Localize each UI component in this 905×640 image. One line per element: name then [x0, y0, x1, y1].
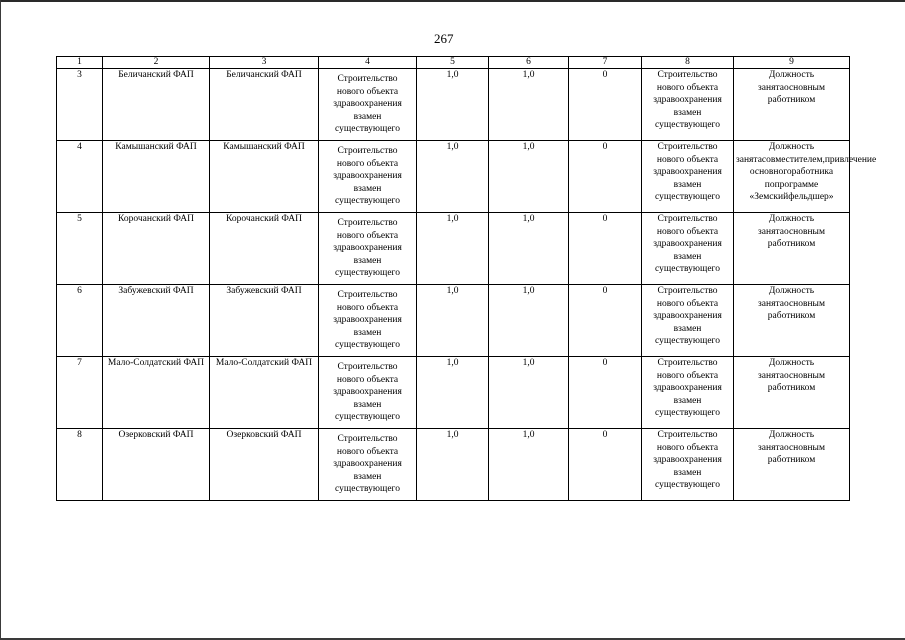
work-type-cell — [319, 69, 417, 141]
header-cell: 6 — [489, 57, 569, 69]
row-number-cell: 6 — [57, 285, 103, 357]
staffing-status-line: Должность занята — [758, 358, 815, 381]
work-type-line: существующего — [655, 480, 720, 490]
header-cell: 3 — [210, 57, 319, 69]
staffing-status-cell — [734, 69, 850, 141]
value-cell-7: 0 — [569, 285, 642, 357]
value-cell-5: 1,0 — [417, 69, 489, 141]
work-type-cell — [319, 357, 417, 429]
staffing-status-line: привлечение основного — [749, 154, 877, 177]
work-type-line: здравоохранения — [653, 311, 722, 321]
table-row — [57, 429, 850, 501]
work-type-cell-8 — [642, 357, 734, 429]
facility-name-cell-2: Мало-Солдатский ФАП — [210, 357, 319, 429]
work-type-line: взамен — [673, 251, 702, 262]
value-cell-7: 0 — [569, 357, 642, 429]
work-type-line: существующего — [655, 408, 720, 418]
work-type-line: Строительство — [657, 70, 718, 80]
staffing-status-cell — [734, 285, 850, 357]
work-type-line: Строительство — [337, 74, 398, 84]
facility-name-cell: Мало-Солдатский ФАП — [103, 357, 210, 429]
work-type-line: нового объекта — [336, 158, 399, 169]
table-row — [57, 141, 850, 213]
value-cell-5: 1,0 — [417, 357, 489, 429]
staffing-status-line: Должность занята — [758, 70, 815, 93]
work-type-line: нового объекта — [656, 154, 719, 165]
work-type-line: взамен — [673, 323, 702, 334]
staffing-status-line: Должность занята — [758, 286, 815, 309]
work-type-line: взамен — [673, 467, 702, 478]
work-type-line: нового объекта — [656, 298, 719, 309]
work-type-line: здравоохранения — [333, 315, 402, 325]
work-type-line: Строительство — [337, 218, 398, 228]
work-type-line: здравоохранения — [333, 99, 402, 109]
header-cell: 8 — [642, 57, 734, 69]
work-type-cell-8 — [642, 213, 734, 285]
table-row — [57, 285, 850, 357]
facility-name-cell-2: Забужевский ФАП — [210, 285, 319, 357]
work-type-line: Строительство — [657, 142, 718, 152]
work-type-line: существующего — [335, 412, 400, 422]
work-type-line: здравоохранения — [653, 383, 722, 393]
value-cell-7: 0 — [569, 69, 642, 141]
facility-name-cell: Озерковский ФАП — [103, 429, 210, 501]
staffing-status-line: Должность занята — [758, 430, 815, 453]
work-type-line: Строительство — [337, 290, 398, 300]
row-number-cell: 3 — [57, 69, 103, 141]
staffing-status-cell — [734, 141, 877, 213]
header-cell: 7 — [569, 57, 642, 69]
staffing-status-cell — [734, 429, 850, 501]
work-type-line: здравоохранения — [333, 387, 402, 397]
work-type-line: Строительство — [657, 430, 718, 440]
staffing-status-line: совместителем, — [761, 154, 825, 165]
work-type-line: нового объекта — [656, 82, 719, 93]
work-type-line: нового объекта — [336, 86, 399, 97]
work-type-cell-8 — [642, 429, 734, 501]
work-type-line: нового объекта — [336, 446, 399, 457]
row-number-cell: 4 — [57, 141, 103, 213]
staffing-status-line: фельдшер» — [788, 192, 834, 202]
facility-name-cell: Беличанский ФАП — [103, 69, 210, 141]
row-number-cell: 7 — [57, 357, 103, 429]
work-type-line: Строительство — [657, 358, 718, 368]
work-type-line: Строительство — [337, 146, 398, 156]
work-type-cell-8 — [642, 69, 734, 141]
staffing-status-line: основным работником — [767, 370, 825, 393]
work-type-line: существующего — [655, 336, 720, 346]
facility-name-cell-2: Озерковский ФАП — [210, 429, 319, 501]
work-type-line: здравоохранения — [333, 459, 402, 469]
work-type-line: существующего — [335, 196, 400, 206]
value-cell-6: 1,0 — [489, 69, 569, 141]
staffing-status-line: программе «Земский — [749, 179, 819, 202]
work-type-cell — [319, 141, 417, 213]
work-type-line: Строительство — [657, 286, 718, 296]
work-type-line: взамен — [353, 471, 382, 482]
facility-name-cell: Забужевский ФАП — [103, 285, 210, 357]
facility-name-cell-2: Камышанский ФАП — [210, 141, 319, 213]
work-type-line: здравоохранения — [653, 95, 722, 105]
work-type-cell — [319, 429, 417, 501]
table-row — [57, 69, 850, 141]
value-cell-5: 1,0 — [417, 141, 489, 213]
work-type-line: нового объекта — [336, 302, 399, 313]
work-type-line: существующего — [655, 192, 720, 202]
work-type-line: Строительство — [657, 214, 718, 224]
work-type-line: нового объекта — [336, 374, 399, 385]
header-cell: 4 — [319, 57, 417, 69]
work-type-line: здравоохранения — [653, 167, 722, 177]
work-type-line: здравоохранения — [653, 455, 722, 465]
row-number-cell: 8 — [57, 429, 103, 501]
facility-name-cell: Камышанский ФАП — [103, 141, 210, 213]
work-type-line: взамен — [353, 399, 382, 410]
value-cell-5: 1,0 — [417, 213, 489, 285]
table-row — [57, 213, 850, 285]
staffing-status-line: основным работником — [767, 442, 825, 465]
work-type-cell — [319, 285, 417, 357]
scan-left-edge — [0, 0, 1, 640]
value-cell-6: 1,0 — [489, 285, 569, 357]
work-type-line: существующего — [335, 340, 400, 350]
work-type-cell-8 — [642, 141, 734, 213]
facility-name-cell-2: Беличанский ФАП — [210, 69, 319, 141]
value-cell-6: 1,0 — [489, 141, 569, 213]
work-type-line: Строительство — [337, 362, 398, 372]
staffing-status-line: Должность занята — [758, 214, 815, 237]
work-type-cell — [319, 213, 417, 285]
work-type-line: существующего — [335, 268, 400, 278]
work-type-line: взамен — [673, 179, 702, 190]
value-cell-6: 1,0 — [489, 429, 569, 501]
value-cell-5: 1,0 — [417, 429, 489, 501]
work-type-line: нового объекта — [656, 226, 719, 237]
work-type-line: взамен — [353, 327, 382, 338]
work-type-line: взамен — [673, 107, 702, 118]
staffing-status-line: основным работником — [767, 226, 825, 249]
header-cell: 5 — [417, 57, 489, 69]
value-cell-5: 1,0 — [417, 285, 489, 357]
value-cell-6: 1,0 — [489, 213, 569, 285]
work-type-line: здравоохранения — [333, 171, 402, 181]
work-type-line: взамен — [353, 183, 382, 194]
work-type-line: здравоохранения — [653, 239, 722, 249]
staffing-status-line: Должность занята — [736, 142, 815, 165]
header-cell: 9 — [734, 57, 850, 69]
staffing-status-cell — [734, 357, 850, 429]
row-number-cell: 5 — [57, 213, 103, 285]
facility-name-cell-2: Корочанский ФАП — [210, 213, 319, 285]
header-row — [57, 57, 850, 69]
work-type-line: существующего — [335, 484, 400, 494]
work-type-line: существующего — [655, 120, 720, 130]
work-type-line: взамен — [673, 395, 702, 406]
work-type-line: Строительство — [337, 434, 398, 444]
table-row — [57, 357, 850, 429]
page-number: 267 — [434, 31, 454, 46]
facility-name-cell: Корочанский ФАП — [103, 213, 210, 285]
scan-top-edge — [0, 0, 905, 2]
work-type-line: здравоохранения — [333, 243, 402, 253]
staffing-status-line: основным работником — [767, 82, 825, 105]
value-cell-7: 0 — [569, 141, 642, 213]
work-type-line: нового объекта — [656, 442, 719, 453]
work-type-line: существующего — [655, 264, 720, 274]
work-type-cell-8 — [642, 285, 734, 357]
work-type-line: существующего — [335, 124, 400, 134]
work-type-line: нового объекта — [656, 370, 719, 381]
value-cell-7: 0 — [569, 429, 642, 501]
work-type-line: взамен — [353, 255, 382, 266]
staffing-status-cell — [734, 213, 850, 285]
value-cell-7: 0 — [569, 213, 642, 285]
staffing-status-line: основным работником — [767, 298, 825, 321]
header-cell: 1 — [57, 57, 103, 69]
table-body — [57, 69, 877, 501]
value-cell-6: 1,0 — [489, 357, 569, 429]
work-type-line: взамен — [353, 111, 382, 122]
staffing-status-line: работника по — [764, 167, 834, 190]
data-table — [56, 56, 877, 501]
work-type-line: нового объекта — [336, 230, 399, 241]
header-cell: 2 — [103, 57, 210, 69]
